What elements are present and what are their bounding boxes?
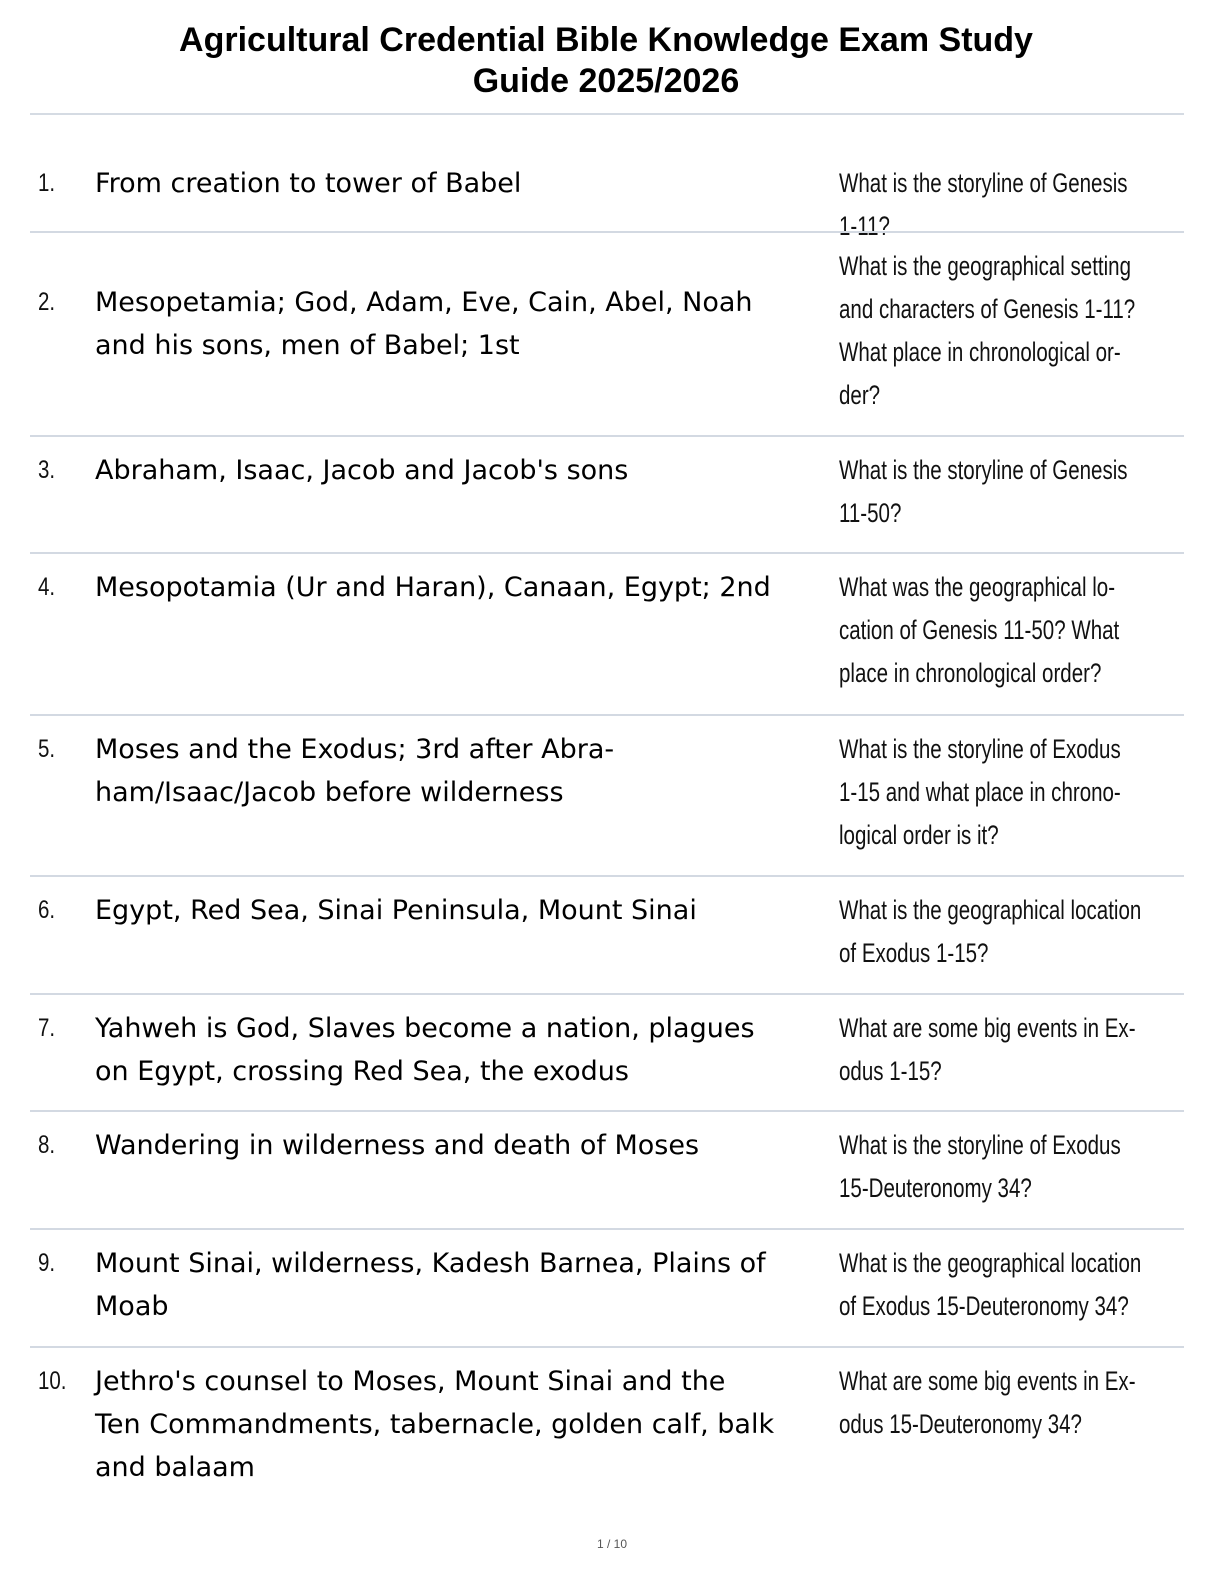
card-term: Egypt, Red Sea, Sinai Peninsula, Mount Sinai <box>95 895 697 926</box>
document-title: Agricultural Credential Bible Knowledge Exam Study Guide 2025/2026 <box>179 21 1033 100</box>
card-row-8 <box>30 1112 1184 1230</box>
card-term: Mesopetamia; God, Adam, Eve, Cain, Abel, Noah and his sons, men of Babel; 1st <box>95 287 753 361</box>
card-definition: What are some big events in Ex- odus 1-15? <box>839 1013 1136 1086</box>
card-row-2 <box>30 233 1184 437</box>
card-definition: What are some big events in Ex- odus 15-Deuteronomy 34? <box>839 1366 1136 1439</box>
card-definition: What is the geographical location of Exodus 1-15? <box>839 895 1142 968</box>
card-number: 5. <box>38 735 56 763</box>
card-row-6 <box>30 877 1184 995</box>
card-term: Mount Sinai, wilderness, Kadesh Barnea, Plains of Moab <box>95 1248 766 1322</box>
card-number: 3. <box>38 456 56 484</box>
card-term: Abraham, Isaac, Jacob and Jacob's sons <box>95 455 629 486</box>
card-definition: What is the geographical setting and characters of Genesis 1-11? What place in chronological or- der? <box>839 251 1136 410</box>
card-row-10 <box>30 1348 1184 1508</box>
card-number: 6. <box>38 896 56 924</box>
card-term: Wandering in wilderness and death of Moses <box>95 1130 700 1161</box>
card-term: From creation to tower of Babel <box>95 168 522 199</box>
card-number: 2. <box>38 288 56 316</box>
card-term: Moses and the Exodus; 3rd after Abra- ham/Isaac/Jacob before wilderness <box>95 734 615 808</box>
card-term: Mesopotamia (Ur and Haran), Canaan, Egypt; 2nd <box>95 572 771 603</box>
title-divider <box>30 113 1184 115</box>
card-term: Jethro's counsel to Moses, Mount Sinai and the Ten Commandments, tabernacle, golden calf, balk and balaam <box>95 1366 775 1483</box>
card-number: 10. <box>38 1367 67 1395</box>
card-definition: What is the geographical location of Exodus 15-Deuteronomy 34? <box>839 1248 1142 1321</box>
card-number: 8. <box>38 1131 56 1159</box>
card-row-1 <box>30 162 1184 241</box>
card-row-3 <box>30 437 1184 554</box>
card-number: 7. <box>38 1014 56 1042</box>
card-definition: What is the storyline of Exodus 15-Deuteronomy 34? <box>839 1130 1121 1203</box>
card-definition: What is the storyline of Genesis 1-11? <box>839 168 1128 241</box>
card-row-5 <box>30 716 1184 877</box>
page-number: 1 / 10 <box>596 1537 628 1551</box>
card-term: Yahweh is God, Slaves become a nation, plagues on Egypt, crossing Red Sea, the exodus <box>95 1013 755 1087</box>
card-number: 4. <box>38 573 56 601</box>
card-number: 1. <box>38 169 56 197</box>
card-definition: What was the geographical lo- cation of Genesis 11-50? What place in chronological order? <box>839 572 1120 688</box>
card-definition: What is the storyline of Exodus 1-15 and what place in chrono- logical order is it? <box>839 734 1121 850</box>
card-row-7 <box>30 995 1184 1112</box>
card-row-9 <box>30 1230 1184 1348</box>
card-row-4 <box>30 554 1184 716</box>
card-definition: What is the storyline of Genesis 11-50? <box>839 455 1128 528</box>
card-number: 9. <box>38 1249 56 1277</box>
